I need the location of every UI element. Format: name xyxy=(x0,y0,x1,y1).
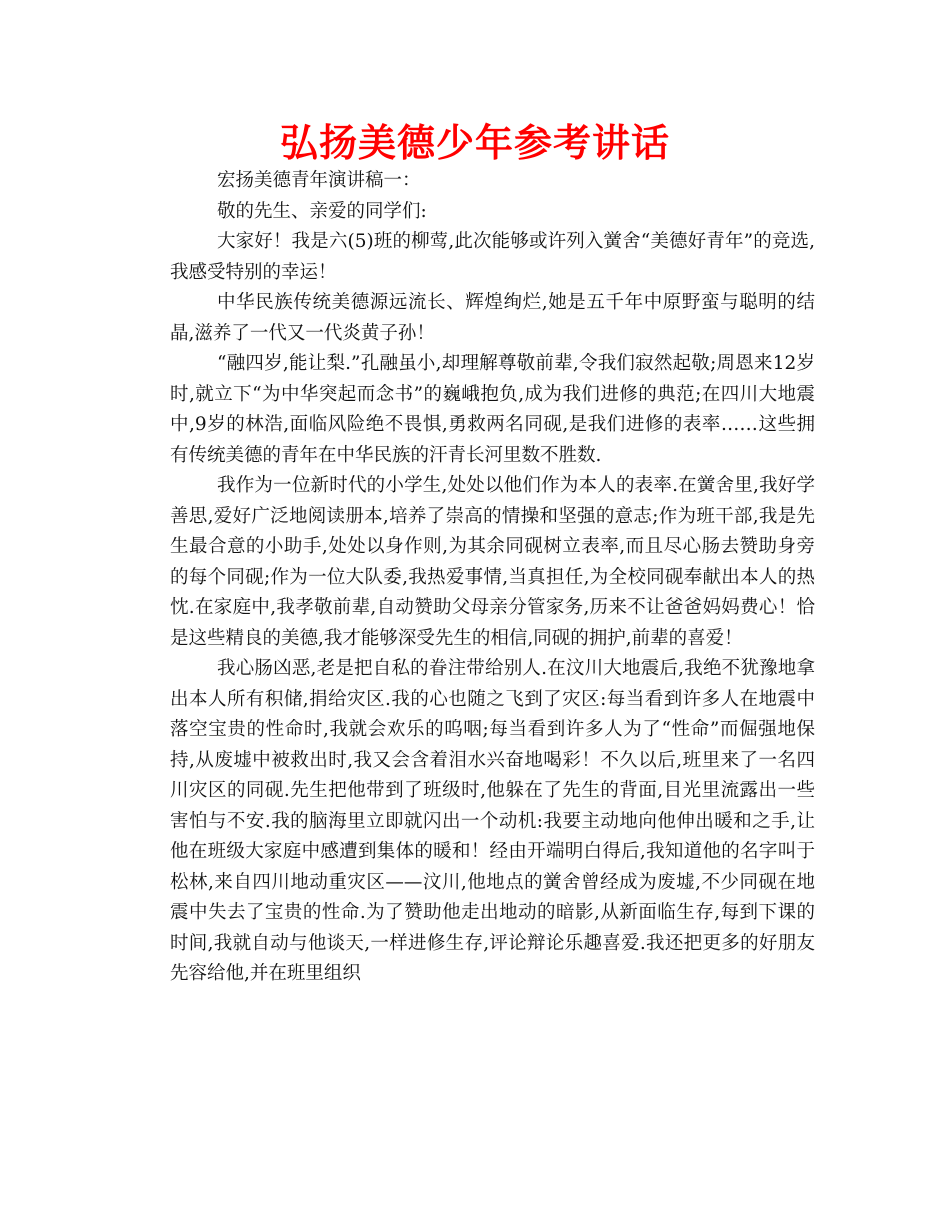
speech-heading: 宏扬美德青年演讲稿一： xyxy=(217,170,421,191)
paragraph: 中华民族传统美德源远流长、辉煌绚烂,她是五千年中原野蛮与聪明的结晶,滋养了一代又一代炎黄子孙！ xyxy=(170,292,815,344)
salutation: 敬的先生、亲爱的同学们: xyxy=(217,200,427,222)
paragraph: 大家好！我是六(5)班的柳莺,此次能够或许列入黉舍“美德好青年”的竞选,我感受特别的幸运！ xyxy=(170,231,815,283)
paragraph: 我心肠凶恶,老是把自私的眷注带给别人.在汶川大地震后,我绝不犹豫地拿出本人所有积储,捐给灾区.我的心也随之飞到了灾区:每当看到许多人在地震中落空宝贵的性命时,我就会欢乐的呜咽;每当看到许多人为了“性命”而倔强地保持,从废墟中被救出时,我又会含着泪水兴奋地喝彩！不久以后,班里来了一名四川灾区的同砚.先生把他带到了班级时,他躲在了先生的背面,目光里流露出一些害怕与不安.我的脑海里立即就闪出一个动机:我要主动地向他伸出暖和之手,让他在班级大家庭中感遭到集体的暖和！经由开端明白得后,我知道他的名字叫于松林,来自四川地动重灾区——汶川,他地点的黉舍曾经成为废墟,不少同砚在地震中失去了宝贵的性命.为了赞助他走出地动的暗影,从新面临生存,每到下课的时间,我就自动与他谈天,一样进修生存,评论辩论乐趣喜爱.我还把更多的好朋友先容给他,并在班里组织 xyxy=(170,658,815,984)
paragraph: “融四岁,能让梨.”孔融虽小,却理解尊敬前辈,令我们寂然起敬;周恩来12岁时,就立下“为中华突起而念书”的巍峨抱负,成为我们进修的典范;在四川大地震中,9岁的林浩,面临风险绝不畏惧,勇救两名同砚,是我们进修的表率……这些拥有传统美德的青年在中华民族的汗青长河里数不胜数. xyxy=(170,353,815,466)
document-title: 弘扬美德少年参考讲话 xyxy=(279,121,670,165)
paragraph: 我作为一位新时代的小学生,处处以他们作为本人的表率.在黉舍里,我好学善思,爱好广泛地阅读册本,培养了崇高的情操和坚强的意志;作为班干部,我是先生最合意的小助手,处处以身作则,为其余同砚树立表率,而且尽心肠去赞助身旁的每个同砚;作为一位大队委,我热爱事情,当真担任,为全校同砚奉献出本人的热忱.在家庭中,我孝敬前辈,自动赞助父母亲分管家务,历来不让爸爸妈妈费心！恰是这些精良的美德,我才能够深受先生的相信,同砚的拥护,前辈的喜爱！ xyxy=(170,475,815,649)
document-body xyxy=(170,166,815,990)
